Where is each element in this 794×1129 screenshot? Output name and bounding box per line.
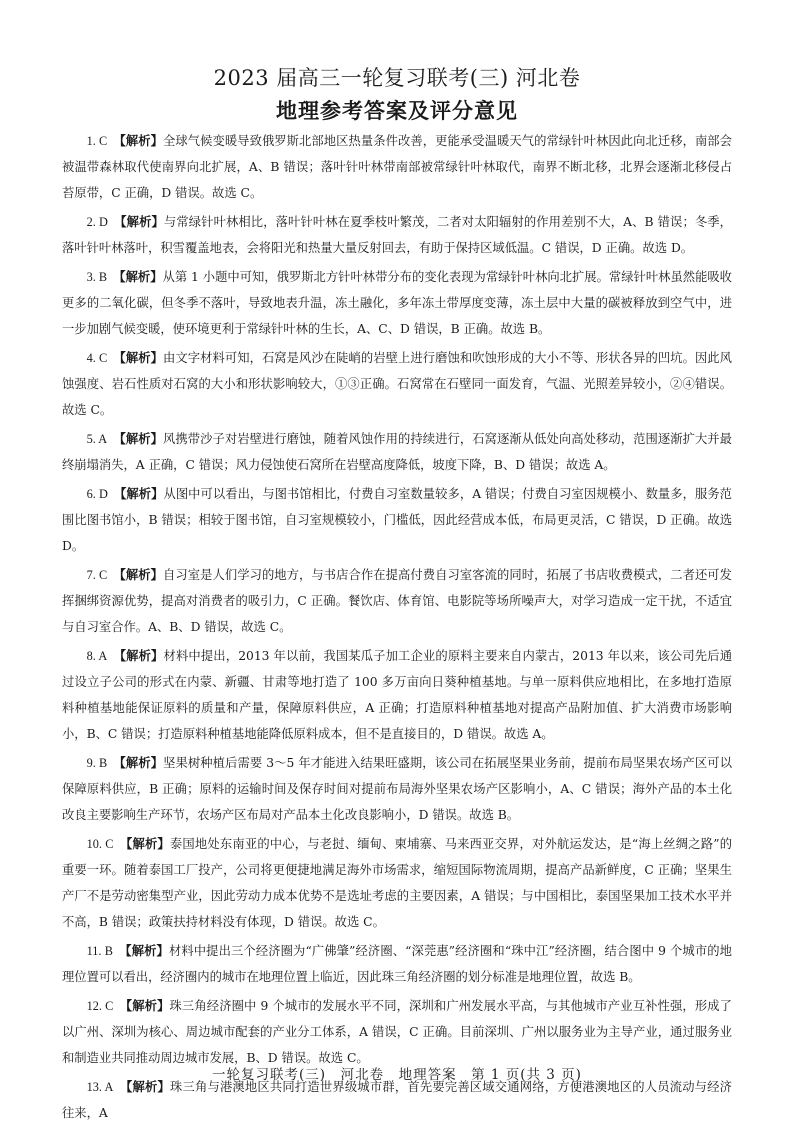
answer-number: 11. B <box>86 944 113 958</box>
answer-text: 从图中可以看出，与图书馆相比，付费自习室数量较多，A 错误；付费自习室因规模小、数量多，服务范围比图书馆小，B 错误；相较于图书馆，自习室规模较小，门槛低，因此经营成本低，布局更灵活，C 错误，D 正确。故选 D。 <box>62 487 732 553</box>
answer-text: 自习室是人们学习的地方，与书店合作在提高付费自习室客流的同时，拓展了书店收费模式，二者还可发挥捆绑资源优势，提高对消费者的吸引力，C 正确。餐饮店、体育馆、电影院等场所噪声大，对学习造成一定干扰，不适宜与自习室合作。A、B、D 错误，故选 C。 <box>62 568 732 634</box>
answer-number: 8. A <box>86 649 108 663</box>
answer-text: 坚果树种植后需要 3～5 年才能进入结果旺盛期，该公司在拓展坚果业务前，提前布局坚果农场产区可以保障原料供应，B 正确；原料的运输时间及保存时间对提前布局海外坚果农场产区影响小，A、C 错误；海外产品的本土化改良主要影响生产环节，农场产区布局对产品本土化改良影响小，D 错误。故选 B。 <box>62 756 732 822</box>
analysis-tag: 【解析】 <box>126 836 170 851</box>
analysis-tag: 【解析】 <box>119 755 164 770</box>
analysis-tag: 【解析】 <box>119 648 164 663</box>
analysis-tag: 【解析】 <box>119 431 163 446</box>
answer-text: 材料中提出，2013 年以前，我国某瓜子加工企业的原料主要来自内蒙古，2013 年以来，该公司先后通过设立子公司的形式在内蒙、新疆、甘肃等地打造了 100 多万亩向日葵种植基地。与单一原料供应地相比，在多地打造原料种植基地能保证原料的质量和产量，保障原料供应，A 正确；打造原料种植基地对提高产品附加值、扩大消费市场影响小，B、C 错误；打造原料种植基地能降低原料成本，但不是直接目的，D 错误。故选 A。 <box>62 649 732 741</box>
answer-item-7 <box>62 562 732 640</box>
answer-item-3 <box>62 264 732 342</box>
answer-text: 由文字材料可知，石窝是风沙在陡峭的岩壁上进行磨蚀和吹蚀形成的大小不等、形状各异的凹坑。因此风蚀强度、岩石性质对石窝的大小和形状影响较大，①③正确。石窝常在石壁同一面发育，气温、光照差异较小，②④错误。故选 C。 <box>62 351 732 417</box>
answer-number: 12. C <box>86 999 114 1013</box>
answer-text: 材料中提出三个经济圈为“广佛肇”经济圈、“深莞惠”经济圈和“珠中江”经济圈，结合图中 9 个城市的地理位置可以看出，经济圈内的城市在地理位置上临近，因此珠三角经济圈的划分标准是地理位置，故选 B。 <box>62 944 732 984</box>
analysis-tag: 【解析】 <box>119 133 163 148</box>
answer-text: 从第 1 小题中可知，俄罗斯北方针叶林带分布的变化表现为常绿针叶林向北扩展。常绿针叶林虽然能吸收更多的二氧化碳，但冬季不落叶，导致地表升温，冻土融化，多年冻土带厚度变薄，冻土层中大量的碳被释放到空气中，进一步加剧气候变暖，使环境更利于常绿针叶林的生长，A、C、D 错误，B 正确。故选 B。 <box>62 270 732 336</box>
answer-item-12 <box>62 993 732 1071</box>
answer-number: 3. B <box>86 270 108 284</box>
answer-item-10 <box>62 831 732 935</box>
page-subtitle: 地理参考答案及评分意见 <box>276 98 518 123</box>
answer-number: 2. D <box>86 215 108 229</box>
analysis-tag: 【解析】 <box>125 998 170 1013</box>
answer-text: 珠三角经济圈中 9 个城市的发展水平不同，深圳和广州发展水平高，与其他城市产业互补性强，形成了以广州、深圳为核心、周边城市配套的产业分工体系，A 错误，C 正确。目前深圳、广州以服务业为主导产业，通过服务业和制造业共同推动周边城市发展，B、D 错误。故选 C。 <box>62 999 732 1065</box>
answer-item-1 <box>62 128 732 206</box>
analysis-tag: 【解析】 <box>119 567 163 582</box>
answer-text: 泰国地处东南亚的中心，与老挝、缅甸、柬埔寨、马来西亚交界，对外航运发达，是“海上丝绸之路”的重要一环。随着泰国工厂投产，公司将更便捷地满足海外市场需求，缩短国际物流周期，提高产品新鲜度，C 正确；坚果生产厂不是劳动密集型产业，因此劳动力成本优势不是选址考虑的主要因素，A 错误；与中国相比，泰国坚果加工技术水平并不高，B 错误；政策扶持材料没有体现，D 错误。故选 C。 <box>62 837 732 929</box>
answer-item-6 <box>62 481 732 559</box>
answer-number: 5. A <box>86 432 108 446</box>
answer-number: 1. C <box>86 134 108 148</box>
answer-item-2 <box>62 209 732 261</box>
answer-number: 13. A <box>86 1080 114 1094</box>
analysis-tag: 【解析】 <box>120 214 164 229</box>
answer-number: 9. B <box>86 756 108 770</box>
answer-text: 与常绿针叶林相比，落叶针叶林在夏季枝叶繁茂，二者对太阳辐射的作用差别不大，A、B 错误；冬季，落叶针叶林落叶，积雪覆盖地表，会将阳光和热量大量反射回去，有助于保持区域低温。C 错误，D 正确。故选 D。 <box>62 215 732 255</box>
answer-text: 珠三角与港澳地区共同打造世界级城市群，首先要完善区域交通网络，方便港澳地区的人员流动与经济往来，A <box>62 1080 732 1120</box>
answer-item-11 <box>62 938 732 990</box>
answer-number: 7. C <box>86 568 108 582</box>
answer-number: 4. C <box>86 351 108 365</box>
answer-item-4 <box>62 345 732 423</box>
analysis-tag: 【解析】 <box>120 486 164 501</box>
answer-text: 风携带沙子对岩壁进行磨蚀，随着风蚀作用的持续进行，石窝逐渐从低处向高处移动，范围逐渐扩大并最终崩塌消失，A 正确，C 错误；风力侵蚀使石窝所在岩壁高度降低，坡度下降，B、D 错误；故选 A。 <box>62 432 732 472</box>
answer-list <box>62 128 732 1129</box>
answer-item-9 <box>62 750 732 828</box>
answer-number: 10. C <box>86 837 114 851</box>
answer-text: 全球气候变暖导致俄罗斯北部地区热量条件改善，更能承受温暖天气的常绿针叶林因此向北迁移，南部会被温带森林取代使南界向北扩展，A、B 错误；落叶针叶林带南部被常绿针叶林取代，南界不断北移，北界会逐渐北移侵占苔原带，C 正确，D 错误。故选 C。 <box>62 134 732 200</box>
analysis-tag: 【解析】 <box>125 943 169 958</box>
answer-number: 6. D <box>86 487 108 501</box>
analysis-tag: 【解析】 <box>126 1079 170 1094</box>
page-footer: 一轮复习联考(三) 河北卷 地理答案 第 1 页(共 3 页) <box>212 1067 582 1083</box>
answer-item-5 <box>62 426 732 478</box>
analysis-tag: 【解析】 <box>119 350 163 365</box>
analysis-tag: 【解析】 <box>119 269 163 284</box>
page-title: 2023 届高三一轮复习联考(三) 河北卷 <box>213 66 581 90</box>
answer-item-8 <box>62 643 732 747</box>
